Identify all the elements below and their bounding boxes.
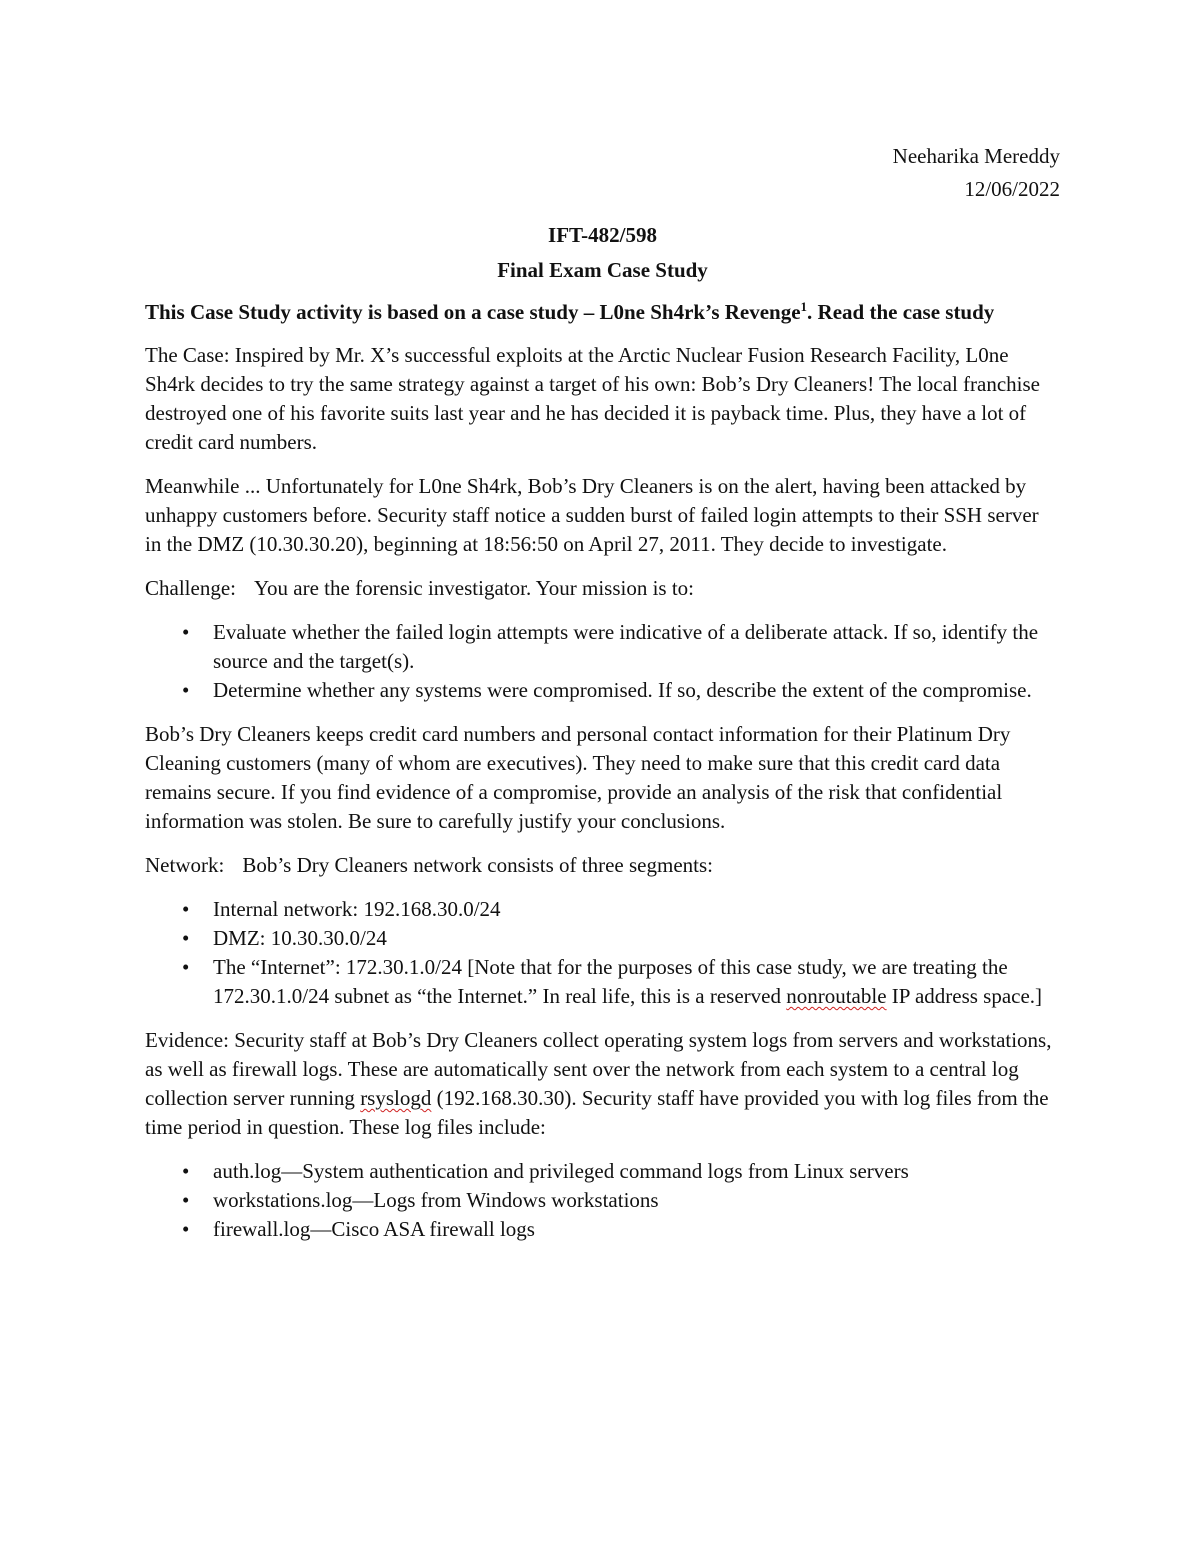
list-item: • Evaluate whether the failed login attempts were indicative of a deliberate attack. If so, identify the source and the target(s).	[182, 620, 1039, 673]
course-code: IFT-482/598	[548, 223, 657, 247]
challenge-list	[145, 618, 1060, 705]
lead-heading	[145, 298, 1060, 327]
lead-text-after: . Read the case study	[807, 300, 995, 324]
case-paragraph: The Case: Inspired by Mr. X’s successful exploits at the Arctic Nuclear Fusion Research Facility, L0ne Sh4rk decides to try the same strategy against a target of his own: Bob’s Dry Cleaners! The local franchise destroyed one of his favorite suits last year and he has decided it is payback time. Plus, they have a lot of credit card numbers.	[145, 343, 1040, 454]
bullet-icon: •	[182, 926, 190, 950]
bullet-icon: •	[182, 1217, 190, 1241]
document-date: 12/06/2022	[964, 177, 1060, 201]
network-label: Network:	[145, 853, 225, 877]
bullet-icon: •	[182, 897, 190, 921]
bullet-icon: •	[182, 1188, 190, 1212]
challenge-label: Challenge:	[145, 576, 236, 600]
bobs-paragraph: Bob’s Dry Cleaners keeps credit card numbers and personal contact information for their Platinum Dry Cleaning customers (many of whom are executives). They need to make sure that this credit card data remains secure. If you find evidence of a compromise, provide an analysis of the risk that confidential information was stolen. Be sure to carefully justify your conclusions.	[145, 722, 1011, 833]
evidence-paragraph: Evidence: Security staff at Bob’s Dry Cleaners collect operating system logs from servers and workstations, as well as firewall logs. These are automatically sent over the network from each system to a central log collection server running rsyslogd (192.168.30.30). Security staff have provided you with log files from the time period in question. These log files include:	[145, 1028, 1052, 1139]
list-item: • auth.log—System authentication and privileged command logs from Linux servers	[145, 1157, 1060, 1186]
evidence-list	[145, 1157, 1060, 1244]
list-item: • DMZ: 10.30.30.0/24	[145, 924, 1060, 953]
list-item: • Internal network: 192.168.30.0/24	[145, 895, 1060, 924]
network-text: Bob’s Dry Cleaners network consists of three segments:	[242, 853, 713, 877]
network-list	[145, 895, 1060, 1011]
bullet-icon: •	[182, 620, 190, 644]
list-item: • The “Internet”: 172.30.1.0/24 [Note that for the purposes of this case study, we are treating the 172.30.1.0/24 subnet as “the Internet.” In real life, this is a reserved nonroutable IP address space.]	[182, 955, 1043, 1008]
list-item: • firewall.log—Cisco ASA firewall logs	[145, 1215, 1060, 1244]
list-item: • Determine whether any systems were compromised. If so, describe the extent of the compromise.	[145, 676, 1060, 705]
author-name: Neeharika Mereddy	[892, 144, 1060, 168]
document-page	[145, 140, 1060, 1259]
bullet-icon: •	[182, 678, 190, 702]
author-block	[145, 140, 1060, 206]
meanwhile-paragraph: Meanwhile ... Unfortunately for L0ne Sh4rk, Bob’s Dry Cleaners is on the alert, having been attacked by unhappy customers before. Security staff notice a sudden burst of failed login attempts to their SSH server in the DMZ (10.30.30.20), beginning at 18:56:50 on April 27, 2011. They decide to investigate.	[145, 474, 1039, 556]
document-subtitle: Final Exam Case Study	[497, 258, 708, 282]
lead-text: This Case Study activity is based on a case study – L0ne Sh4rk’s Revenge	[145, 300, 801, 324]
list-item: • workstations.log—Logs from Windows workstations	[145, 1186, 1060, 1215]
challenge-paragraph	[145, 574, 1060, 603]
network-paragraph	[145, 851, 1060, 880]
spellcheck-flagged-word: rsyslogd	[360, 1086, 432, 1110]
bullet-icon: •	[182, 955, 190, 979]
bullet-icon: •	[182, 1159, 190, 1183]
challenge-text: You are the forensic investigator. Your mission is to:	[253, 576, 695, 600]
spellcheck-flagged-word: nonroutable	[786, 984, 887, 1008]
footnote-mark: 1	[800, 299, 808, 314]
